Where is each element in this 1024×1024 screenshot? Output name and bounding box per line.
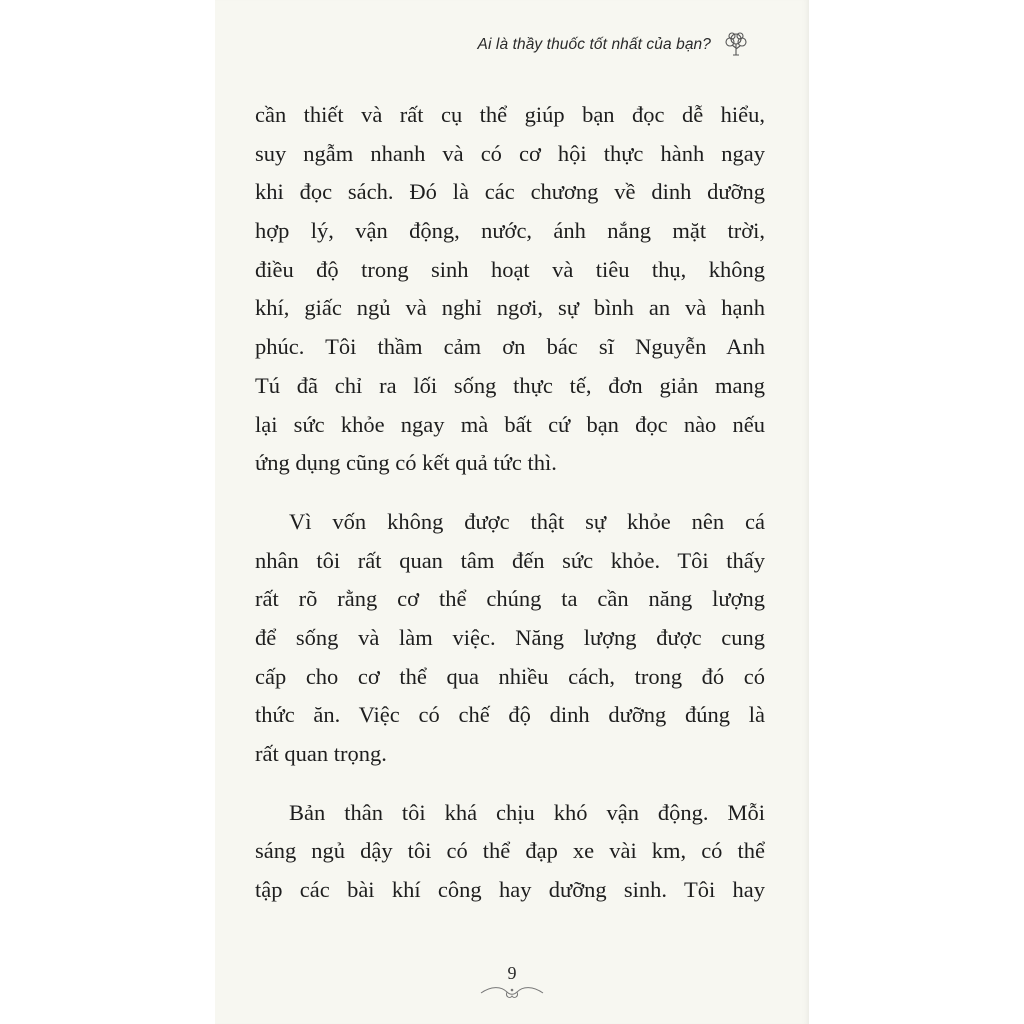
text-line: phúc. Tôi thầm cảm ơn bác sĩ Nguyễn Anh xyxy=(255,334,765,360)
text-line: Vì vốn không được thật sự khỏe nên cá xyxy=(289,508,765,534)
text-line: lại sức khỏe ngay mà bất cứ bạn đọc nào nếu xyxy=(255,411,765,437)
page-footer xyxy=(215,962,809,1002)
text-line: Bản thân tôi khá chịu khó vận động. Mỗi xyxy=(289,799,765,825)
text-line: hợp lý, vận động, nước, ánh nắng mặt trời, xyxy=(255,218,765,244)
text-line: suy ngẫm nhanh và có cơ hội thực hành ngay xyxy=(255,140,765,166)
paragraph xyxy=(255,794,765,910)
tree-icon xyxy=(721,30,751,60)
text-line: rất quan trọng. xyxy=(255,741,387,766)
page-number: 9 xyxy=(507,963,517,983)
text-line: nhân tôi rất quan tâm đến sức khỏe. Tôi thấy xyxy=(255,547,765,573)
text-line: điều độ trong sinh hoạt và tiêu thụ, không xyxy=(255,256,765,282)
text-line: rất rõ rằng cơ thể chúng ta cần năng lượng xyxy=(255,586,765,612)
swirl-ornament-icon xyxy=(477,984,547,1002)
paragraph-gap xyxy=(255,483,765,503)
text-line: khí, giấc ngủ và nghỉ ngơi, sự bình an và hạnh xyxy=(255,295,765,321)
text-line: để sống và làm việc. Năng lượng được cung xyxy=(255,624,765,650)
body-text xyxy=(255,96,765,910)
book-page xyxy=(215,0,809,1024)
text-line: sáng ngủ dậy tôi có thể đạp xe vài km, có thể xyxy=(255,838,765,864)
text-line: cấp cho cơ thể qua nhiều cách, trong đó có xyxy=(255,663,765,689)
text-line: cần thiết và rất cụ thể giúp bạn đọc dễ hiểu, xyxy=(255,102,765,127)
header-title: Ai là thầy thuốc tốt nhất của bạn? xyxy=(477,36,711,53)
text-line: khi đọc sách. Đó là các chương về dinh dưỡng xyxy=(255,179,765,205)
text-line: ứng dụng cũng có kết quả tức thì. xyxy=(255,450,557,476)
paragraph xyxy=(255,503,765,774)
running-header xyxy=(478,30,751,60)
paragraph-gap xyxy=(255,774,765,794)
text-line: thức ăn. Việc có chế độ dinh dưỡng đúng là xyxy=(255,702,765,728)
paragraph xyxy=(255,96,765,483)
text-line: tập các bài khí công hay dưỡng sinh. Tôi hay xyxy=(255,877,765,903)
text-line: Tú đã chỉ ra lối sống thực tế, đơn giản mang xyxy=(255,372,765,398)
